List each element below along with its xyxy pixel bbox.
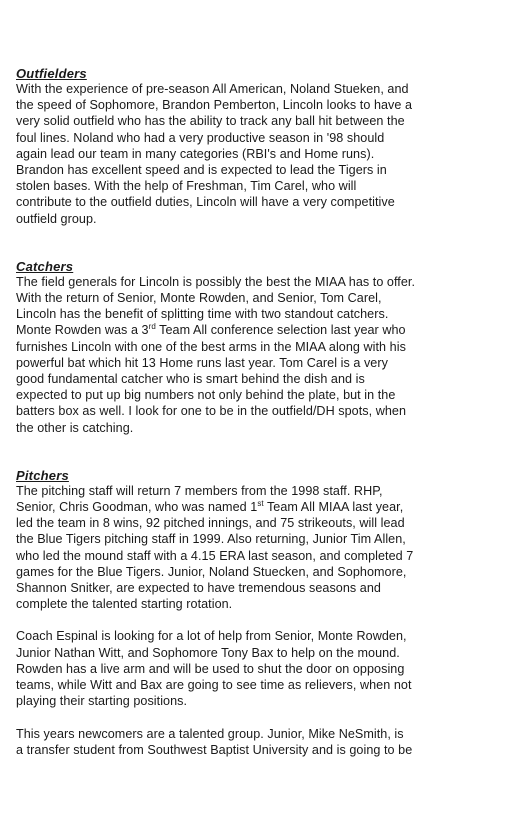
text-line: The pitching staff will return 7 members from the 1998 staff. RHP, [16,483,383,498]
text-fragment: Senior, Chris Goodman, who was named 1 [16,500,258,515]
ordinal-suffix: st [257,498,264,508]
section-spacer [16,227,464,259]
text-line [16,322,464,338]
section-heading: Pitchers [16,467,69,483]
text-line: Rowden has a live arm and will be used to shut the door on opposing [16,661,405,676]
section-pitchers [16,468,464,758]
paragraph-spacer [16,710,464,726]
text-line: contribute to the outfield duties, Lincoln will have a very competitive [16,195,395,210]
text-line: This years newcomers are a talented group. Junior, Mike NeSmith, is [16,726,404,741]
section-heading: Catchers [16,258,74,274]
text-line: the speed of Sophomore, Brandon Pemberton, Lincoln looks to have a [16,98,413,113]
text-line: teams, while Witt and Bax are going to see time as relievers, when not [16,678,412,693]
text-line: Shannon Snitker, are expected to have tremendous seasons and [16,581,381,596]
section-outfielders [16,66,464,227]
text-fragment: Monte Rowden was a 3 [16,323,149,338]
section-heading: Outfielders [16,66,87,81]
text-fragment: Team All MIAA last year, [263,500,404,515]
text-line: With the return of Senior, Monte Rowden, and Senior, Tom Carel, [16,291,382,306]
text-line: led the team in 8 wins, 92 pitched innings, and 75 strikeouts, will lead [16,516,405,531]
text-line: With the experience of pre-season All American, Noland Stueken, and [16,82,409,96]
text-line: expected to put up big numbers not only behind the plate, but in the [16,388,396,403]
text-line: outfield group. [16,211,97,226]
text-line: who led the mound staff with a 4.15 ERA last season, and completed 7 [16,548,414,563]
text-line: stolen bases. With the help of Freshman, Tim Carel, who will [16,179,357,194]
section-paragraph [16,726,464,758]
text-line: powerful bat which hit 13 Home runs last year. Tom Carel is a very [16,355,388,370]
text-line [16,499,464,515]
section-paragraph [16,628,464,709]
text-line: Junior Nathan Witt, and Sophomore Tony Bax to help on the mound. [16,645,400,660]
ordinal-suffix: rd [148,322,156,332]
document-page [16,66,464,758]
text-line: a transfer student from Southwest Baptist University and is going to be [16,742,413,757]
text-line: the other is catching. [16,420,134,435]
section-paragraph [16,81,464,227]
text-line: The field generals for Lincoln is possibly the best the MIAA has to offer. [16,274,415,289]
paragraph-spacer [16,612,464,628]
text-line: Brandon has excellent speed and is expected to lead the Tigers in [16,163,387,178]
text-line: batters box as well. I look for one to be in the outfield/DH spots, when [16,404,407,419]
text-line: foul lines. Noland who had a very productive season in '98 should [16,130,385,145]
text-line: playing their starting positions. [16,694,188,709]
section-spacer [16,436,464,468]
section-paragraph [16,483,464,613]
text-fragment: Team All conference selection last year who [155,323,406,338]
section-paragraph [16,274,464,436]
text-line: Lincoln has the benefit of splitting time with two standout catchers. [16,307,389,322]
text-line: games for the Blue Tigers. Junior, Noland Stuecken, and Sophomore, [16,564,407,579]
text-line: furnishes Lincoln with one of the best arms in the MIAA along with his [16,339,406,354]
text-line: complete the talented starting rotation. [16,597,233,612]
text-line: again lead our team in many categories (RBI's and Home runs). [16,146,375,161]
text-line: the Blue Tigers pitching staff in 1999. Also returning, Junior Tim Allen, [16,532,406,547]
text-line: good fundamental catcher who is smart behind the dish and is [16,372,365,387]
text-line: very solid outfield who has the ability to track any ball hit between the [16,114,405,129]
section-catchers [16,259,464,436]
text-line: Coach Espinal is looking for a lot of help from Senior, Monte Rowden, [16,629,407,644]
